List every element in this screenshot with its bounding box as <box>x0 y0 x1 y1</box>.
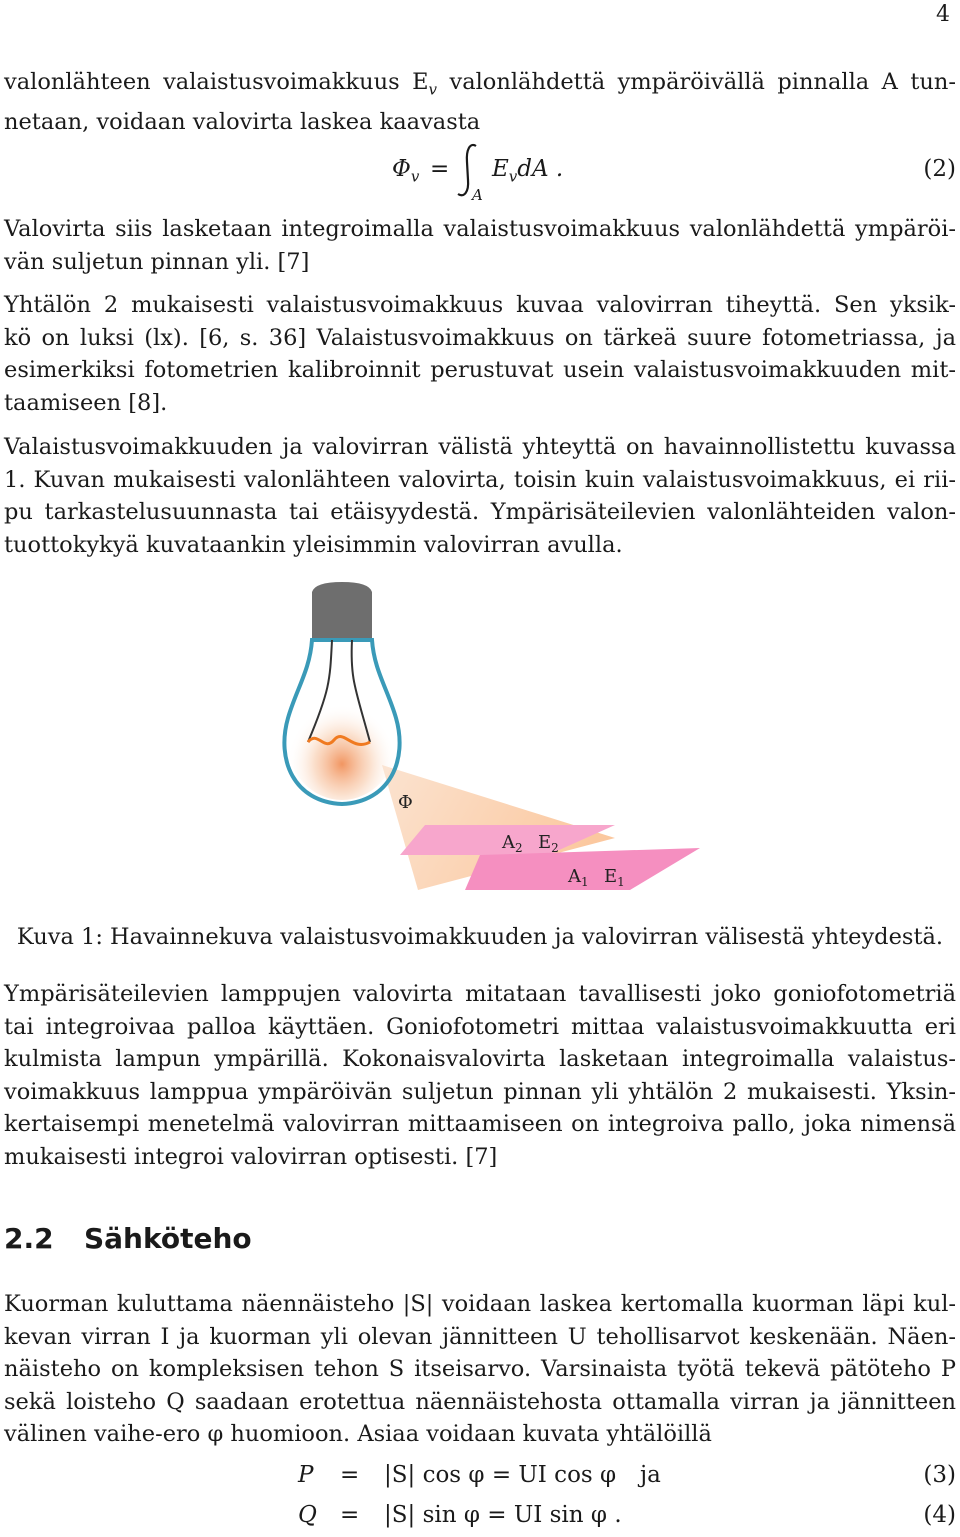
paragraph-2 <box>4 213 956 278</box>
paragraph-4-line-1: Valaistusvoimakkuuden ja valovirran välistä yhteyttä on havainnollistettu kuvassa <box>4 434 956 460</box>
bulb-glow <box>287 680 397 800</box>
paragraph-3-line-2: kö on luksi (lx). [6, s. 36] Valaistusvoimakkuus on tärkeä suure fotometriassa, ja <box>4 324 956 351</box>
section-number: 2.2 <box>4 1222 54 1255</box>
paragraph-3-line-1: Yhtälön 2 mukaisesti valaistusvoimakkuus kuvaa valovirran tiheyttä. Sen yksik- <box>4 292 956 318</box>
paragraph-1 <box>4 66 956 139</box>
section-heading <box>4 1222 252 1255</box>
paragraph-6-line-4: sekä loisteho Q saadaan erotettua näennäistehosta ottamalla virran ja jännitteen <box>4 1388 956 1415</box>
equation-4-number: (4) <box>923 1502 956 1528</box>
paragraph-4 <box>4 431 956 561</box>
figure-caption: Kuva 1: Havainnekuva valaistusvoimakkuuden ja valovirran välisestä yhteydestä. <box>16 924 944 950</box>
paragraph-4-line-3: pu tarkastelusuunnasta tai etäisyydestä. Ympärisäteilevien valonlähteiden valon- <box>4 499 956 525</box>
paragraph-1-line-2: netaan, voidaan valovirta laskea kaavasta <box>4 109 481 135</box>
paragraph-6-line-1: Kuorman kuluttama näennäisteho |S| voidaan laskea kertomalla kuorman läpi kul- <box>4 1291 956 1317</box>
paragraph-6-line-2: kevan virran I ja kuorman yli olevan jännitteen U tehollisarvot keskenään. Näen- <box>4 1323 956 1350</box>
paragraph-5-line-3: kulmista lampun ympärillä. Kokonaisvalovirta lasketaan integroimalla valaistus- <box>4 1046 956 1072</box>
paragraph-4-line-2: 1. Kuvan mukaisesti valonlähteen valovirta, toisin kuin valaistusvoimakkuus, ei rii- <box>4 466 956 493</box>
bulb-socket <box>312 582 372 638</box>
page-number: 4 <box>936 2 950 27</box>
paragraph-2-line-2: vän suljetun pinnan yli. [7] <box>4 248 310 275</box>
paragraph-5-line-6: mukaisesti integroi valovirran optisesti. [7] <box>4 1143 498 1170</box>
equation-2: $\Phi_v$ = A $E_vdA$ . <box>392 150 612 210</box>
paragraph-2-line-1: Valovirta siis lasketaan integroimalla valaistusvoimakkuus valonlähdettä ympäröi- <box>4 216 956 242</box>
paragraph-6-line-3: näisteho on kompleksisen tehon S itseisarvo. Varsinaista työtä tekevä pätöteho P <box>4 1356 956 1382</box>
paragraph-3-line-3: esimerkiksi fotometrien kalibroinnit perustuvat usein valaistusvoimakkuuden mit- <box>4 357 956 383</box>
e1-label: $E_1$ <box>604 866 625 889</box>
paragraph-4-line-4: tuottokykyä kuvataankin yleisimmin valovirran avulla. <box>4 531 623 558</box>
paragraph-6-line-5: välinen vaihe-ero φ huomioon. Asiaa voidaan kuvata yhtälöillä <box>4 1421 712 1447</box>
paragraph-5 <box>4 978 956 1173</box>
paragraph-5-line-2: tai integroivaa palloa käyttäen. Goniofotometri mittaa valaistusvoimakkuutta eri <box>4 1013 956 1040</box>
paragraph-3 <box>4 289 956 419</box>
e2-label: $E_2$ <box>538 832 559 855</box>
paragraph-5-line-5: kertaisempi menetelmä valovirran mittaamiseen on integroiva pallo, joka nimensä <box>4 1111 956 1137</box>
paragraph-6 <box>4 1288 956 1451</box>
paragraph-5-line-4: voimakkuus lamppua ympäröivän suljetun pinnan yli yhtälön 2 mukaisesti. Yksin- <box>4 1078 956 1105</box>
paragraph-3-line-4: taamiseen [8]. <box>4 389 168 416</box>
phi-label: Φ <box>398 792 413 813</box>
paragraph-5-line-1: Ympärisäteilevien lamppujen valovirta mitataan tavallisesti joko goniofotometriä <box>4 981 956 1007</box>
section-title: Sähköteho <box>84 1222 252 1255</box>
equation-2-number: (2) <box>923 156 956 182</box>
light-bulb-figure <box>270 580 710 900</box>
a1-label: $A_1$ <box>568 866 589 889</box>
a2-label: $A_2$ <box>502 832 523 855</box>
equation-3-number: (3) <box>923 1462 956 1488</box>
paragraph-1-line-1: valonlähteen valaistusvoimakkuus $E_v$ valonlähdettä ympäröivällä pinnalla A tun- <box>4 69 956 99</box>
